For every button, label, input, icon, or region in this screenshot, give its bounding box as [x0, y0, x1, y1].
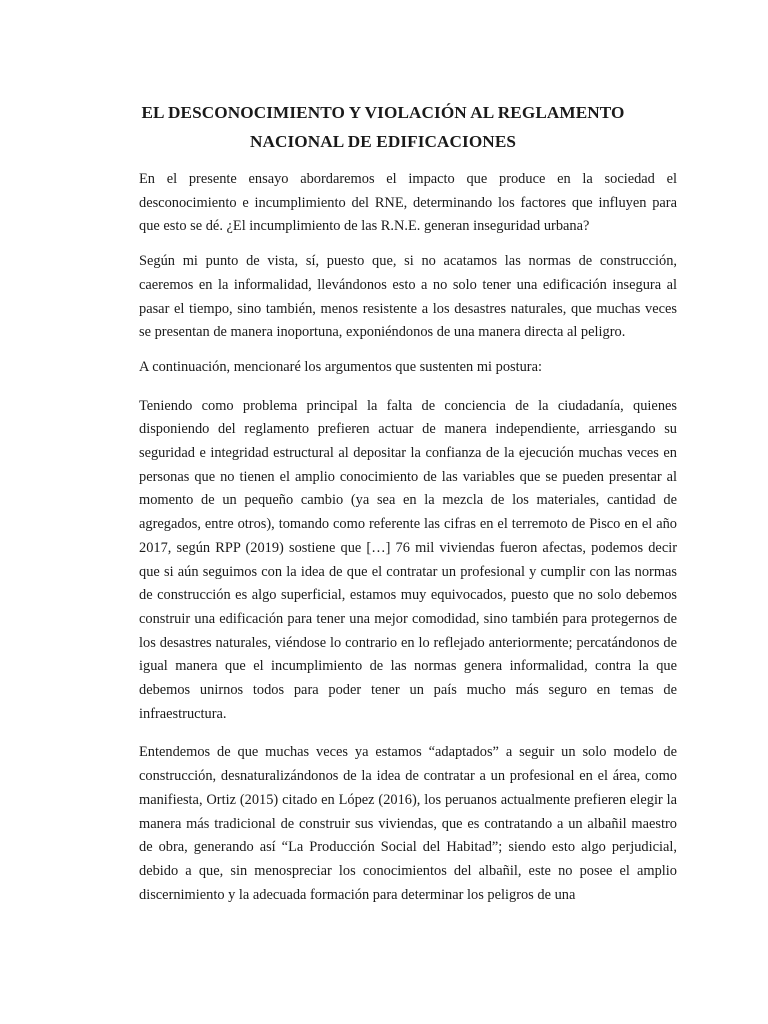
paragraph-argument-2: Entendemos de que muchas veces ya estamos “adaptados” a seguir un solo modelo de construcción, desnaturalizándonos de la idea de contratar a un profesional en el área, como manifiesta, Ortiz (2015) citado en López (2016), los peruanos actualmente prefieren elegir la manera más tradicional de construir sus viviendas, que es contratando a un albañil maestro de obra, generando así “La Producción Social del Habitad”; siendo esto algo perjudicial, debido a que, sin menospreciar los conocimientos del albañil, este no posee el amplio discernimiento y la adecuada formación para determinar los peligros de una — [139, 744, 677, 903]
paragraph-intro: En el presente ensayo abordaremos el impacto que produce en la sociedad el desconocimiento e incumplimiento del RNE, determinando los factores que influyen para que esto se dé. ¿El incumplimiento de las R.N.E. generan inseguridad urbana? — [139, 171, 677, 235]
paragraph-transition: A continuación, mencionaré los argumentos que sustenten mi postura: — [139, 358, 542, 375]
document-body — [139, 168, 677, 918]
title-line-2: NACIONAL DE EDIFICACIONES — [249, 132, 517, 151]
paragraph-argument-1: Teniendo como problema principal la falta de conciencia de la ciudadanía, quienes disponiendo del reglamento prefieren actuar de manera independiente, arriesgando su seguridad e integridad estructural al depositar la confianza de la ejecución muchas veces en personas que no tienen el amplio conocimiento de las variables que se pueden presentar al momento de un pequeño cambio (ya sea en la mezcla de los materiales, cantidad de agregados, entre otros), tomando como referente las cifras en el terremoto de Pisco en el año 2017, según RPP (2019) sostiene que […] 76 mil viviendas fueron afectas, podemos decir que si aún seguimos con la idea de que el contratar un profesional y cumplir con las normas de construcción es algo superficial, estamos muy equivocados, puesto que no solo debemos construir una edificación para tener una mejor comodidad, sino también para protegernos de los desastres naturales, viéndose lo contrario en lo reflejado anteriormente; percatándonos de igual manera que el incumplimiento de las normas genera informalidad, contra la que debemos unirnos todos para poder tener un país mucho más seguro en temas de infraestructura. — [139, 397, 677, 722]
title-line-1: EL DESCONOCIMIENTO Y VIOLACIÓN AL REGLAMENTO — [141, 103, 625, 122]
document-title — [110, 98, 656, 156]
paragraph-opinion: Según mi punto de vista, sí, puesto que, si no acatamos las normas de construcción, caeremos en la informalidad, llevándonos esto a no solo tener una edificación insegura al pasar el tiempo, sino también, menos resistente a los desastres naturales, que muchas veces se presentan de manera inoportuna, exponiéndonos de una manera directa al peligro. — [139, 253, 677, 341]
